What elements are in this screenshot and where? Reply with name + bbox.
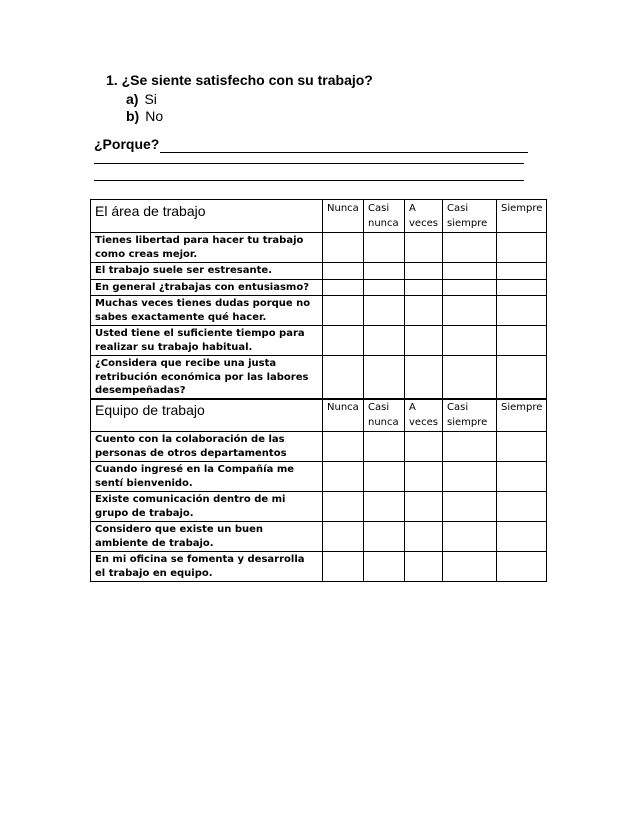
table-row [91, 552, 547, 582]
scale-header: Casi nunca [364, 399, 405, 432]
statement: Usted tiene el suficiente tiempo para realizar su trabajo habitual. [91, 326, 323, 356]
table-row [91, 279, 547, 296]
scale-header: Casi nunca [364, 200, 405, 233]
table-row [91, 432, 547, 462]
answer-cell[interactable] [364, 263, 405, 280]
statement: Existe comunicación dentro de mi grupo de trabajo. [91, 492, 323, 522]
answer-cell[interactable] [497, 296, 547, 326]
scale-header: Casi siempre [443, 399, 497, 432]
answer-cell[interactable] [497, 263, 547, 280]
answer-cell[interactable] [443, 432, 497, 462]
answer-cell[interactable] [497, 233, 547, 263]
table-row [91, 263, 547, 280]
table-row [91, 462, 547, 492]
answer-cell[interactable] [364, 492, 405, 522]
table-row [91, 356, 547, 400]
answer-cell[interactable] [323, 326, 364, 356]
answer-cell[interactable] [323, 279, 364, 296]
header-row [91, 399, 547, 432]
answer-cell[interactable] [405, 296, 443, 326]
survey-table-equipo-de-trabajo [90, 398, 547, 582]
answer-cell[interactable] [364, 279, 405, 296]
answer-cell[interactable] [497, 326, 547, 356]
header-row [91, 200, 547, 233]
answer-cell[interactable] [405, 263, 443, 280]
option-a-label: Si [144, 91, 157, 107]
table-row [91, 233, 547, 263]
answer-cell[interactable] [443, 279, 497, 296]
answer-cell[interactable] [364, 296, 405, 326]
porque-label: ¿Porque? [94, 136, 160, 152]
answer-cell[interactable] [443, 492, 497, 522]
table-row [91, 296, 547, 326]
statement: ¿Considera que recibe una justa retribución económica por las labores desempeñadas? [91, 356, 323, 400]
answer-cell[interactable] [497, 279, 547, 296]
answer-cell[interactable] [405, 326, 443, 356]
answer-cell[interactable] [497, 492, 547, 522]
answer-cell[interactable] [405, 279, 443, 296]
question-1: 1. ¿Se siente satisfecho con su trabajo? [106, 72, 373, 88]
scale-header: A veces [405, 399, 443, 432]
answer-cell[interactable] [405, 356, 443, 400]
survey-table-area-de-trabajo [90, 199, 547, 400]
option-a-letter: a) [126, 91, 139, 107]
answer-cell[interactable] [443, 462, 497, 492]
answer-cell[interactable] [405, 552, 443, 582]
answer-cell[interactable] [443, 522, 497, 552]
answer-cell[interactable] [497, 356, 547, 400]
option-a[interactable] [126, 91, 157, 107]
statement: Considero que existe un buen ambiente de trabajo. [91, 522, 323, 552]
answer-cell[interactable] [443, 356, 497, 400]
answer-cell[interactable] [364, 356, 405, 400]
answer-cell[interactable] [364, 326, 405, 356]
option-b-label: No [145, 108, 164, 124]
answer-cell[interactable] [405, 492, 443, 522]
answer-cell[interactable] [323, 296, 364, 326]
answer-cell[interactable] [497, 522, 547, 552]
scale-header: Siempre [497, 399, 547, 432]
answer-cell[interactable] [405, 432, 443, 462]
answer-cell[interactable] [323, 356, 364, 400]
statement: Tienes libertad para hacer tu trabajo como creas mejor. [91, 233, 323, 263]
option-b-letter: b) [126, 108, 140, 124]
answer-cell[interactable] [323, 432, 364, 462]
scale-header: A veces [405, 200, 443, 233]
answer-cell[interactable] [405, 233, 443, 263]
scale-header: Casi siempre [443, 200, 497, 233]
statement: El trabajo suele ser estresante. [91, 263, 323, 280]
answer-cell[interactable] [405, 462, 443, 492]
answer-cell[interactable] [443, 233, 497, 263]
answer-cell[interactable] [443, 296, 497, 326]
answer-cell[interactable] [364, 522, 405, 552]
scale-header: Siempre [497, 200, 547, 233]
table-title: El área de trabajo [91, 200, 323, 233]
answer-line-1[interactable] [160, 152, 528, 153]
answer-cell[interactable] [323, 492, 364, 522]
option-b[interactable] [126, 108, 163, 124]
scale-header: Nunca [323, 399, 364, 432]
statement: Cuando ingresé en la Compañía me sentí bienvenido. [91, 462, 323, 492]
answer-cell[interactable] [323, 462, 364, 492]
answer-cell[interactable] [497, 552, 547, 582]
scale-header: Nunca [323, 200, 364, 233]
answer-cell[interactable] [364, 462, 405, 492]
answer-cell[interactable] [364, 432, 405, 462]
statement: Muchas veces tienes dudas porque no sabes exactamente qué hacer. [91, 296, 323, 326]
answer-line-3[interactable] [94, 180, 524, 181]
answer-cell[interactable] [323, 522, 364, 552]
statement: En general ¿trabajas con entusiasmo? [91, 279, 323, 296]
statement: En mi oficina se fomenta y desarrolla el trabajo en equipo. [91, 552, 323, 582]
table-row [91, 522, 547, 552]
table-title: Equipo de trabajo [91, 399, 323, 432]
answer-cell[interactable] [497, 432, 547, 462]
answer-cell[interactable] [364, 552, 405, 582]
answer-cell[interactable] [364, 233, 405, 263]
answer-line-2[interactable] [94, 163, 524, 164]
answer-cell[interactable] [497, 462, 547, 492]
table-row [91, 492, 547, 522]
table-row [91, 326, 547, 356]
statement: Cuento con la colaboración de las personas de otros departamentos [91, 432, 323, 462]
answer-cell[interactable] [323, 552, 364, 582]
answer-cell[interactable] [323, 263, 364, 280]
answer-cell[interactable] [443, 263, 497, 280]
answer-cell[interactable] [443, 552, 497, 582]
answer-cell[interactable] [323, 233, 364, 263]
answer-cell[interactable] [443, 326, 497, 356]
answer-cell[interactable] [405, 522, 443, 552]
